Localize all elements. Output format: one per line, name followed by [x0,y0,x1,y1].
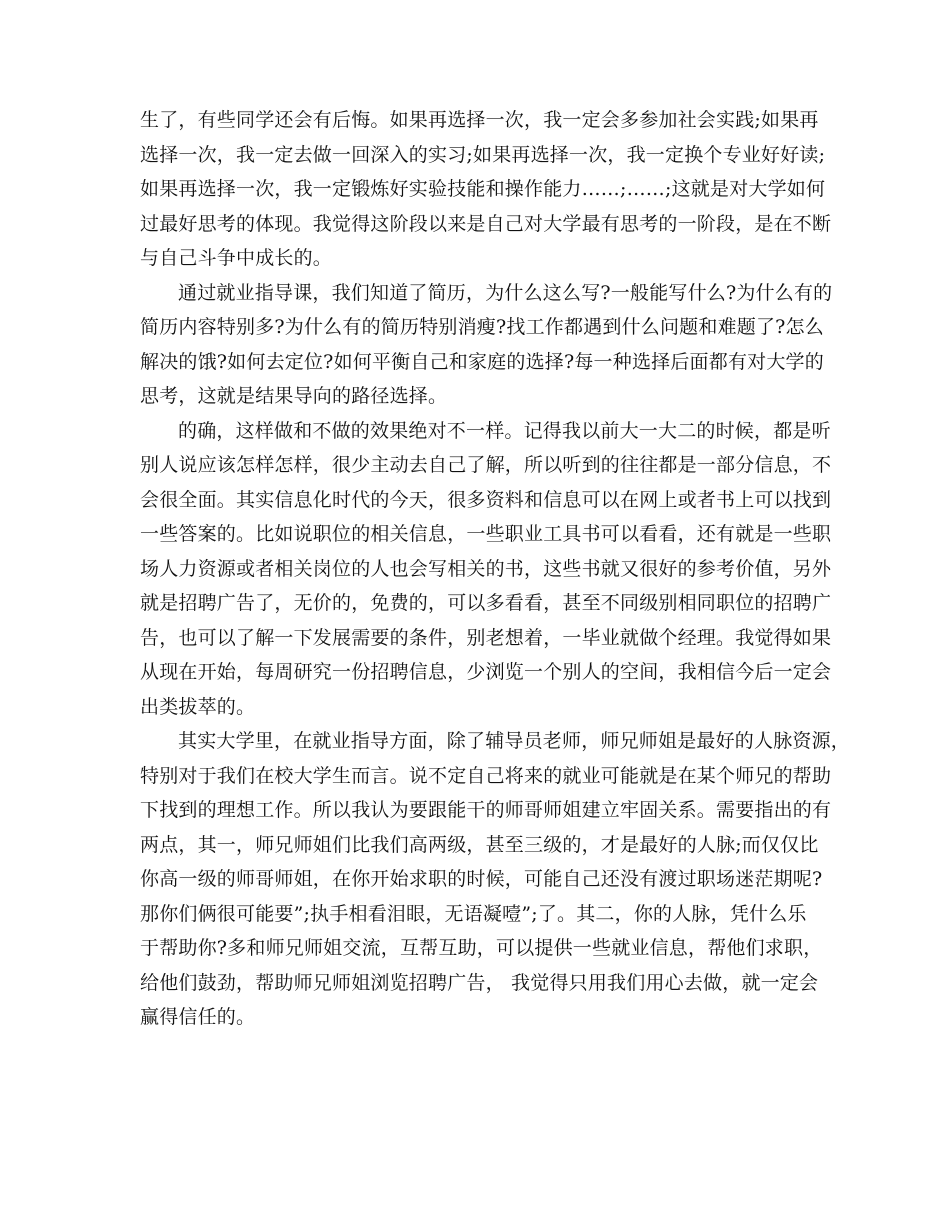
text-line: 解决的饿?如何去定位?如何平衡自己和家庭的选择?每一种选择后面都有对大学的 [140,350,824,373]
text-line: 其实大学里，在就业指导方面，除了辅导员老师，师兄师姐是最好的人脉资源， [178,730,851,752]
text-line: 过最好思考的体现。我觉得这阶段以来是自己对大学最有思考的一阶段，是在不断 [140,212,832,235]
text-line: 给他们鼓劲，帮助师兄师姐浏览招聘广告， 我觉得只用我们用心去做，就一定会 [140,971,819,994]
text-line: 特别对于我们在校大学生而言。说不定自己将来的就业可能就是在某个师兄的帮助 [140,764,832,787]
text-line: 告，也可以了解一下发展需要的条件，别老想着，一毕业就做个经理。我觉得如果 [140,626,832,649]
text-line: 选择一次，我一定去做一回深入的实习;如果再选择一次，我一定换个专业好好读; [140,143,826,166]
text-line: 赢得信任的。 [140,1006,256,1028]
text-line: 从现在开始，每周研究一份招聘信息，少浏览一个别人的空间，我相信今后一定会 [140,661,832,683]
text-line: 会很全面。其实信息化时代的今天，很多资料和信息可以在网上或者书上可以找到 [140,488,832,511]
text-line: 就是招聘广告了，无价的，免费的，可以多看看，甚至不同级别相同职位的招聘广 [140,592,832,614]
text-line: 与自己斗争中成长的。 [140,247,333,269]
text-line: 简历内容特别多?为什么有的简历特别消瘦?找工作都遇到什么问题和难题了?怎么 [140,316,824,338]
text-line: 的确，这样做和不做的效果绝对不一样。记得我以前大一大二的时候，都是听 [178,419,831,442]
text-line: 思考，这就是结果导向的路径选择。 [140,385,448,407]
text-line: 如果再选择一次，我一定锻炼好实验技能和操作能力……;……;这就是对大学如何 [140,178,826,200]
text-line: 两点，其一，师兄师姐们比我们高两级，甚至三级的，才是最好的人脉;而仅仅比 [140,833,819,856]
text-line: 出类拔萃的。 [140,695,256,718]
document-body [140,103,851,1035]
text-line: 通过就业指导课，我们知道了简历，为什么这么写?一般能写什么?为什么有的 [178,281,833,304]
text-line: 下找到的理想工作。所以我认为要跟能干的师哥师姐建立牢固关系。需要指出的有 [140,799,832,821]
paragraph-2 [140,276,833,414]
text-line: 你高一级的师哥师姐，在你开始求职的时候，可能自己还没有渡过职场迷茫期呢? [140,868,823,890]
text-line: 那你们俩很可能要”;执手相看泪眼，无语凝噎”;了。其二，你的人脉，凭什么乐 [140,902,807,925]
paragraph-1 [140,103,832,276]
text-line: 生了，有些同学还会有后悔。如果再选择一次，我一定会多参加社会实践;如果再 [140,109,819,131]
text-line: 一些答案的。比如说职位的相关信息，一些职业工具书可以看看，还有就是一些职 [140,523,832,545]
text-line: 场人力资源或者相关岗位的人也会写相关的书，这些书就又很好的参考价值，另外 [140,557,832,580]
text-line: 别人说应该怎样怎样，很少主动去自己了解，所以听到的往往都是一部分信息，不 [140,454,832,476]
paragraph-4 [140,724,851,1035]
paragraph-3 [140,414,832,725]
text-line: 于帮助你?多和师兄师姐交流，互帮互助，可以提供一些就业信息，帮他们求职， [140,937,823,959]
